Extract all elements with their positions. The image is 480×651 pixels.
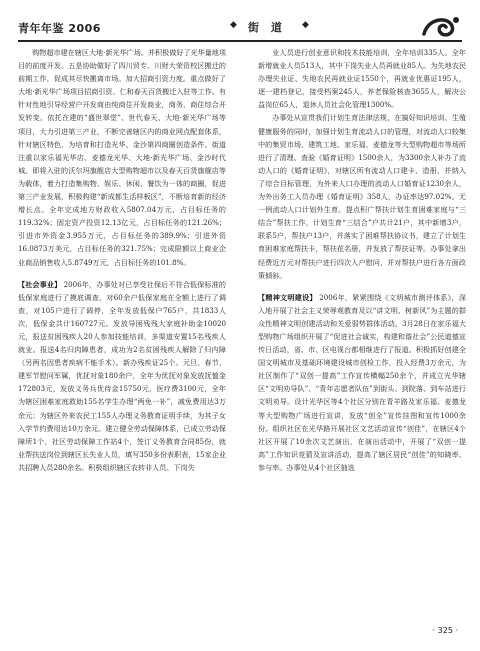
section-title: 街 道 [248,21,286,34]
diamond-icon: ◆ [230,20,237,30]
page-header [18,16,462,38]
paragraph-employment: 业人员进行创业意识和技术技能培训，全年培训335人。全年新增就业人员513人，其中下岗失业人员再就业85人。为失地农民办理失业证、失地农民再就业证1550个，再就业优惠证195人，逐一建档登记，接受档案245人，养老保险核查3655人，解决公益岗位65人，退休人员社会化管理1300%。 [258,48,466,110]
header-rule [18,40,462,42]
paragraph-civilization: 2006年，紧紧围绕《文明城市测评体系》，深入地开展了社会主义荣辱观教育及以“讲文明、树新风”为主题的群众性精神文明创建活动和关爱弱势群体活动。3月28日在家乐福大型购物广场组织开展了“促进社会诚实，构建和谐社会”公民道德宣传日活动，省、市、区电视台都相继进行了报道。积极抓好创建全国文明城市及基础环境建设城市创检工作，投入经费3万余元，为社区制作了“双创一提高”工作宣传横幅250余个，并成立光华辖区“文明劝导队”、“青年志愿者队伍”到街头、到院落、到车站进行文明劝导。设计光华区等4个社区分别在青羊路及家乐福、麦德龙等大型购物广场进行宣讲，发放“创全”宣传挂图和宣传1000余份。组织社区在光华路开展社区文艺活动宣传“创佳”，在辖区4个社区开展了10余次文艺演出，在演出活动中，开展了“双创一提高”工作知识竞猜及宣讲活动，提高了辖区居民“创佳”的知晓率、参与率。办事处从4个社区抽选 [258,292,466,472]
civilization-section [258,291,466,474]
page-number: · 325 · [432,626,458,635]
left-column [18,46,226,474]
swirl-logo-icon [418,12,462,42]
section-heading: 【社会事业】 [18,279,62,289]
paragraph-family-planning: 办事处从宣贯我们计划生育法律法规，在搞好知识培训、生殖健康服务的同时，加强计划生育流动人口的管理，对流动人口较集中的集贸市场、建筑工地、家乐福、麦德龙等大型购物超市等场所进行了清理、查验《婚育证明》1500余人，为3300余人补办了流动人口的《婚育证明》，对辖区所有流动人口建卡、造册，并纳入了综合目标管理，为外来人口办理的流动人口婚育证1230余人，为外出务工人员办理《婚育证明》358人，办证率达97.02%。无一例流动人口计划外生育。提点积广帮扶计划生育困难家庭与“三结合”帮扶工作，计划生育“三结合”户共计21户，其中新增3户，联系5户，帮扶户13户，并落实了困难帮扶协议书，建立了计划生育困难家庭帮扶卡，帮扶花名册，并发放了帮扶证等。办事处拿出经费近万元对帮扶户进行四次入户慰问，并对帮扶户进行各方面政策倾斜。 [258,113,466,280]
paragraph-commerce: 购物超市建在辖区大地·新光华广场。并积极做好了光华量地项目的前度开发。五是协助做好了四川贸专、川财大荣资校区搬迁的前期工作，促成其尽快搬离市场。加大招商引资力度。重点做好了大地·新光华广场项目招商引资、仁和春天百货搬迁入驻等工作。有针对性地引导经营户开发商由纯商住开发商业，商务，商住综合开发转变。依托在建的“盛世翠堂”、世代春天、大地·新光华广场等项目，大力引进第三产业，不断完善辖区内的商业网点配套体系，针对辖区特色，为培育和打造光华、金沙第四商圈创造条件。街道注重以家乐福光华店、麦德龙光华、大地·新光华广场、金沙时代城、即将入驻的沃尔玛旗舰店大型购物超市以及春天百货旗舰店等为载体，着力打造集购物、娱乐、休闲、餐饮为一体的商圈，促进第三产业发展，积极构建“新成都生活样板区”，不断培育新的经济增长点。全年完成地方财政收入5807.04万元，占目标任务的119.32%；固定资产投资12.13亿元，占目标任务的121.26%；引进市外资金3.955万元，占目标任务的389.9%；引进外资16.0873万美元，占目标任务的321.75%；完成限额以上商业企业商品销售收入5.8749万元，占目标任务的101.8%。 [18,48,226,267]
section-heading: 【精神文明建设】 [258,292,317,302]
paragraph-social-affairs: 2006年，办事处对已享受社保后不符合低保标准的低保家庭进行了摸底调查，对60余户低保家庭在全额上进行了调查，对105户进行了调停，全年发放低保户765户，共1833人次，低保金共计160727元。发放导困残残大家庭补助金10020元，报送贫困残疾人20人参加技能培训，多渠道安置15名残疾人就业。报送4名归肉障患者，成功为2名贫困残疾人解除了归内障（另两名因患者疾病不能手术）。新办残疾证25个。元旦、春节、建军节慰问军属，优抚对象180余户，全年为优抚对象发放抚恤金172803元，发放义务兵优待金15750元，医疗费3100元，全年为辖区困难家庭救助155名学生办理“两免一补”，减免费用达3万余元；为辖区外来农民工155人办理义务教育证明手续，为其子女入学节约费用达10万余元。建立健全劳动保障体系，已成立劳动保障所1个，社区劳动保障工作站4个，签订义务教育合同85份，就业帮扶送岗位到辖区长失业人员，填写350多份表职表，15家企业共招聘人员280余名。积极组织辖区农转非人员、下岗失 [18,279,226,472]
social-affairs-section [18,278,226,474]
diamond-icon: ◆ [302,20,309,30]
yearbook-title: 青年年鉴 2006 [18,22,101,35]
right-column [258,46,466,474]
